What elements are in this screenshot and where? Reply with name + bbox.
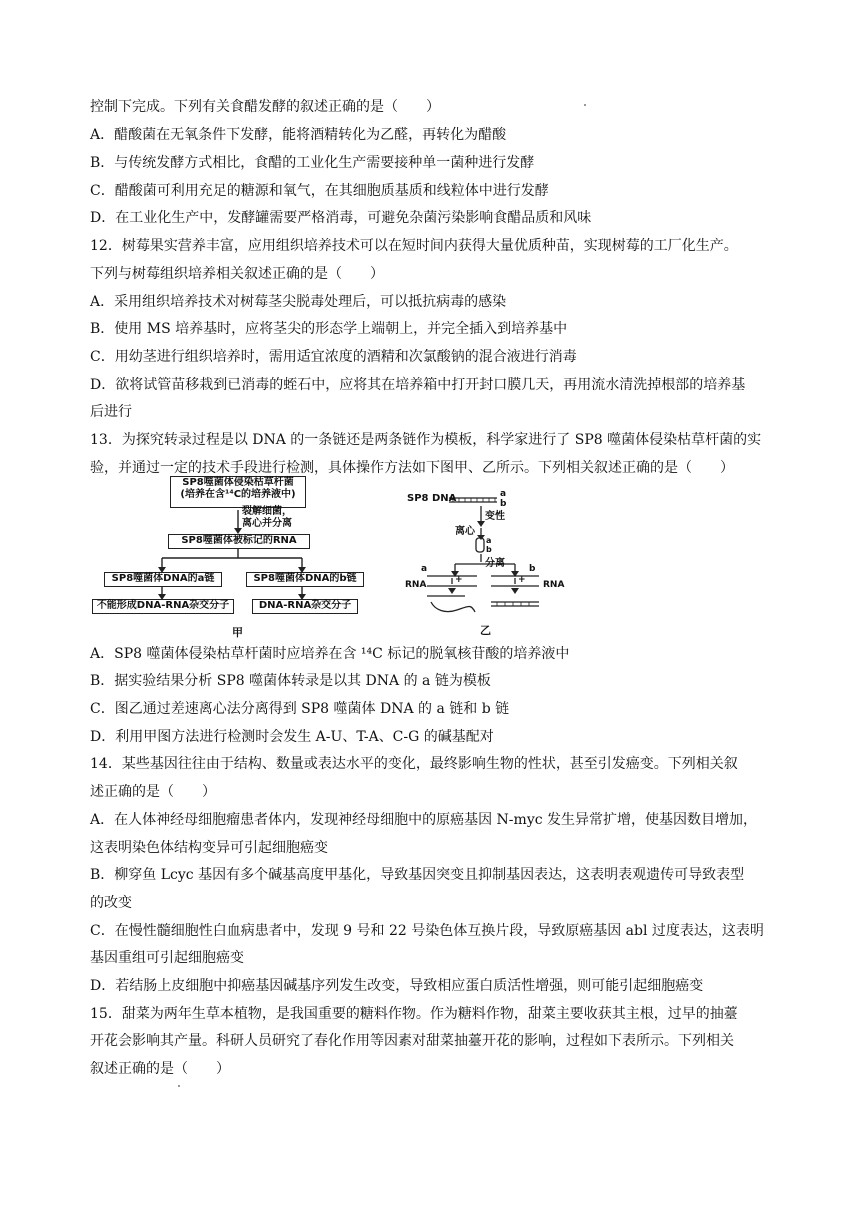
text-line: A．SP8 噬菌体侵染枯草杆菌时应培养在含 ¹⁴C 标记的脱氧核苷酸的培养液中 [90, 646, 570, 662]
text-line: 14．某些基因往往由于结构、数量或表达水平的变化，最终影响生物的性状，甚至引发癌变。下列相关叙 [90, 756, 738, 772]
text-line: 13．为探究转录过程是以 DNA 的一条链还是两条链作为模板，科学家进行了 SP8 噬菌体侵染枯草杆菌的实 [90, 432, 762, 448]
text-line: D．利用甲图方法进行检测时会发生 A-U、T-A、C-G 的碱基配对 [90, 729, 494, 745]
text-line: 12．树莓果实营养丰富，应用组织培养技术可以在短时间内获得大量优质种苗，实现树莓的工厂化生产。 [90, 238, 738, 254]
step-lysis-line1: 裂解细菌， [242, 506, 292, 517]
tube-b-label: b [486, 545, 492, 554]
text-line: D．欲将试管苗移栽到已消毒的蛭石中，应将其在培养箱中打开封口膜几天，再用流水清洗掉根部的培养基 [90, 377, 746, 393]
dna-b-strand-box: SP8噬菌体DNA的b链 [246, 572, 364, 587]
figure-yi [405, 484, 575, 644]
text-line: C．在慢性髓细胞性白血病患者中，发现 9 号和 22 号染色体互换片段，导致原癌基因 abl 过度表达，这表明 [90, 923, 764, 939]
left-a-label: a [421, 564, 428, 574]
right-rna-label: RNA [543, 580, 565, 590]
tube-a-label: a [486, 536, 492, 545]
strand-b-label: b [500, 499, 507, 509]
text-line: 验，并通过一定的技术手段进行检测，具体操作方法如下图甲、乙所示。下列相关叙述正确的是（ ） [90, 460, 734, 476]
infection-box-line2: (培养在含¹⁴C的培养液中) [180, 489, 296, 500]
text-line: B．柳穿鱼 Lcyc 基因有多个碱基高度甲基化，导致基因突变且抑制基因表达，这表明表观遗传可导致表型 [90, 867, 745, 883]
text-line: D．若结肠上皮细胞中抑癌基因碱基序列发生改变，导致相应蛋白质活性增强，则可能引起细胞癌变 [90, 978, 704, 994]
text-line: 这表明染色体结构变异可引起细胞癌变 [90, 840, 328, 856]
sp8-dna-label: SP8 DNA [407, 493, 457, 504]
dna-a-strand-box: SP8噬菌体DNA的a链 [104, 572, 222, 587]
text-line: A．醋酸菌在无氧条件下发酵，能将酒精转化为乙醛，再转化为醋酸 [90, 127, 507, 143]
denature-label: 变性 [485, 511, 505, 522]
text-line: 叙述正确的是（ ） [90, 1061, 230, 1077]
centrifuge-label: 离心 [455, 526, 475, 537]
no-hybrid-box: 不能形成DNA-RNA杂交分子 [92, 599, 234, 614]
text-line: D．在工业化生产中，发酵罐需要严格消毒，可避免杂菌污染影响食醋品质和风味 [90, 210, 592, 226]
left-rna-label: RNA [405, 580, 427, 590]
text-line: B．与传统发酵方式相比，食醋的工业化生产需要接种单一菌种进行发酵 [90, 155, 535, 171]
text-line: 15．甜菜为两年生草本植物，是我国重要的糖料作物。作为糖料作物，甜菜主要收获其主根，过早的抽薹 [90, 1006, 738, 1022]
text-line: 述正确的是（ ） [90, 784, 216, 800]
text-line: 下列与树莓组织培养相关叙述正确的是（ ） [90, 266, 384, 282]
separate-label: 分离 [485, 558, 505, 569]
text-line: 的改变 [90, 895, 132, 911]
text-line: 后进行 [90, 404, 132, 420]
text-line: 控制下完成。下列有关食醋发酵的叙述正确的是（ ） [90, 99, 440, 115]
text-line: C．用幼茎进行组织培养时，需用适宜浓度的酒精和次氯酸钠的混合液进行消毒 [90, 349, 577, 365]
text-line: A．在人体神经母细胞瘤患者体内，发现神经母细胞中的原癌基因 N-myc 发生异常扩增，使基因数目增加， [90, 812, 758, 828]
step-lysis-line2: 离心并分离 [242, 518, 292, 529]
speck [178, 1085, 180, 1087]
right-plus-label: + [518, 575, 526, 585]
speck [584, 104, 586, 106]
figure-jia [90, 474, 380, 644]
text-line: 基因重组可引起细胞癌变 [90, 950, 244, 966]
text-line: B．据实验结果分析 SP8 噬菌体转录是以其 DNA 的 a 链为模板 [90, 673, 491, 689]
text-line: A．采用组织培养技术对树莓茎尖脱毒处理后，可以抵抗病毒的感染 [90, 294, 507, 310]
text-line: C．醋酸菌可利用充足的糖源和氧气，在其细胞质基质和线粒体中进行发酵 [90, 183, 549, 199]
infection-box-line1: SP8噬菌体侵染枯草杆菌 [182, 477, 294, 488]
step-lysis-label [242, 506, 292, 530]
labeled-rna-box: SP8噬菌体被标记的RNA [168, 534, 310, 549]
text-line: C．图乙通过差速离心法分离得到 SP8 噬菌体 DNA 的 a 链和 b 链 [90, 701, 510, 717]
figure-yi-caption: 乙 [480, 624, 491, 637]
right-b-label: b [529, 564, 536, 574]
hybrid-box: DNA-RNA杂交分子 [252, 599, 358, 614]
left-plus-label: + [455, 575, 463, 585]
figure-jia-caption: 甲 [232, 626, 243, 639]
infection-box [170, 476, 306, 508]
text-line: 开花会影响其产量。科研人员研究了春化作用等因素对甜菜抽薹开花的影响，过程如下表所示。下列相关 [90, 1033, 734, 1049]
strand-a-label: a [500, 489, 507, 499]
text-line: B．使用 MS 培养基时，应将茎尖的形态学上端朝上，并完全插入到培养基中 [90, 321, 568, 337]
